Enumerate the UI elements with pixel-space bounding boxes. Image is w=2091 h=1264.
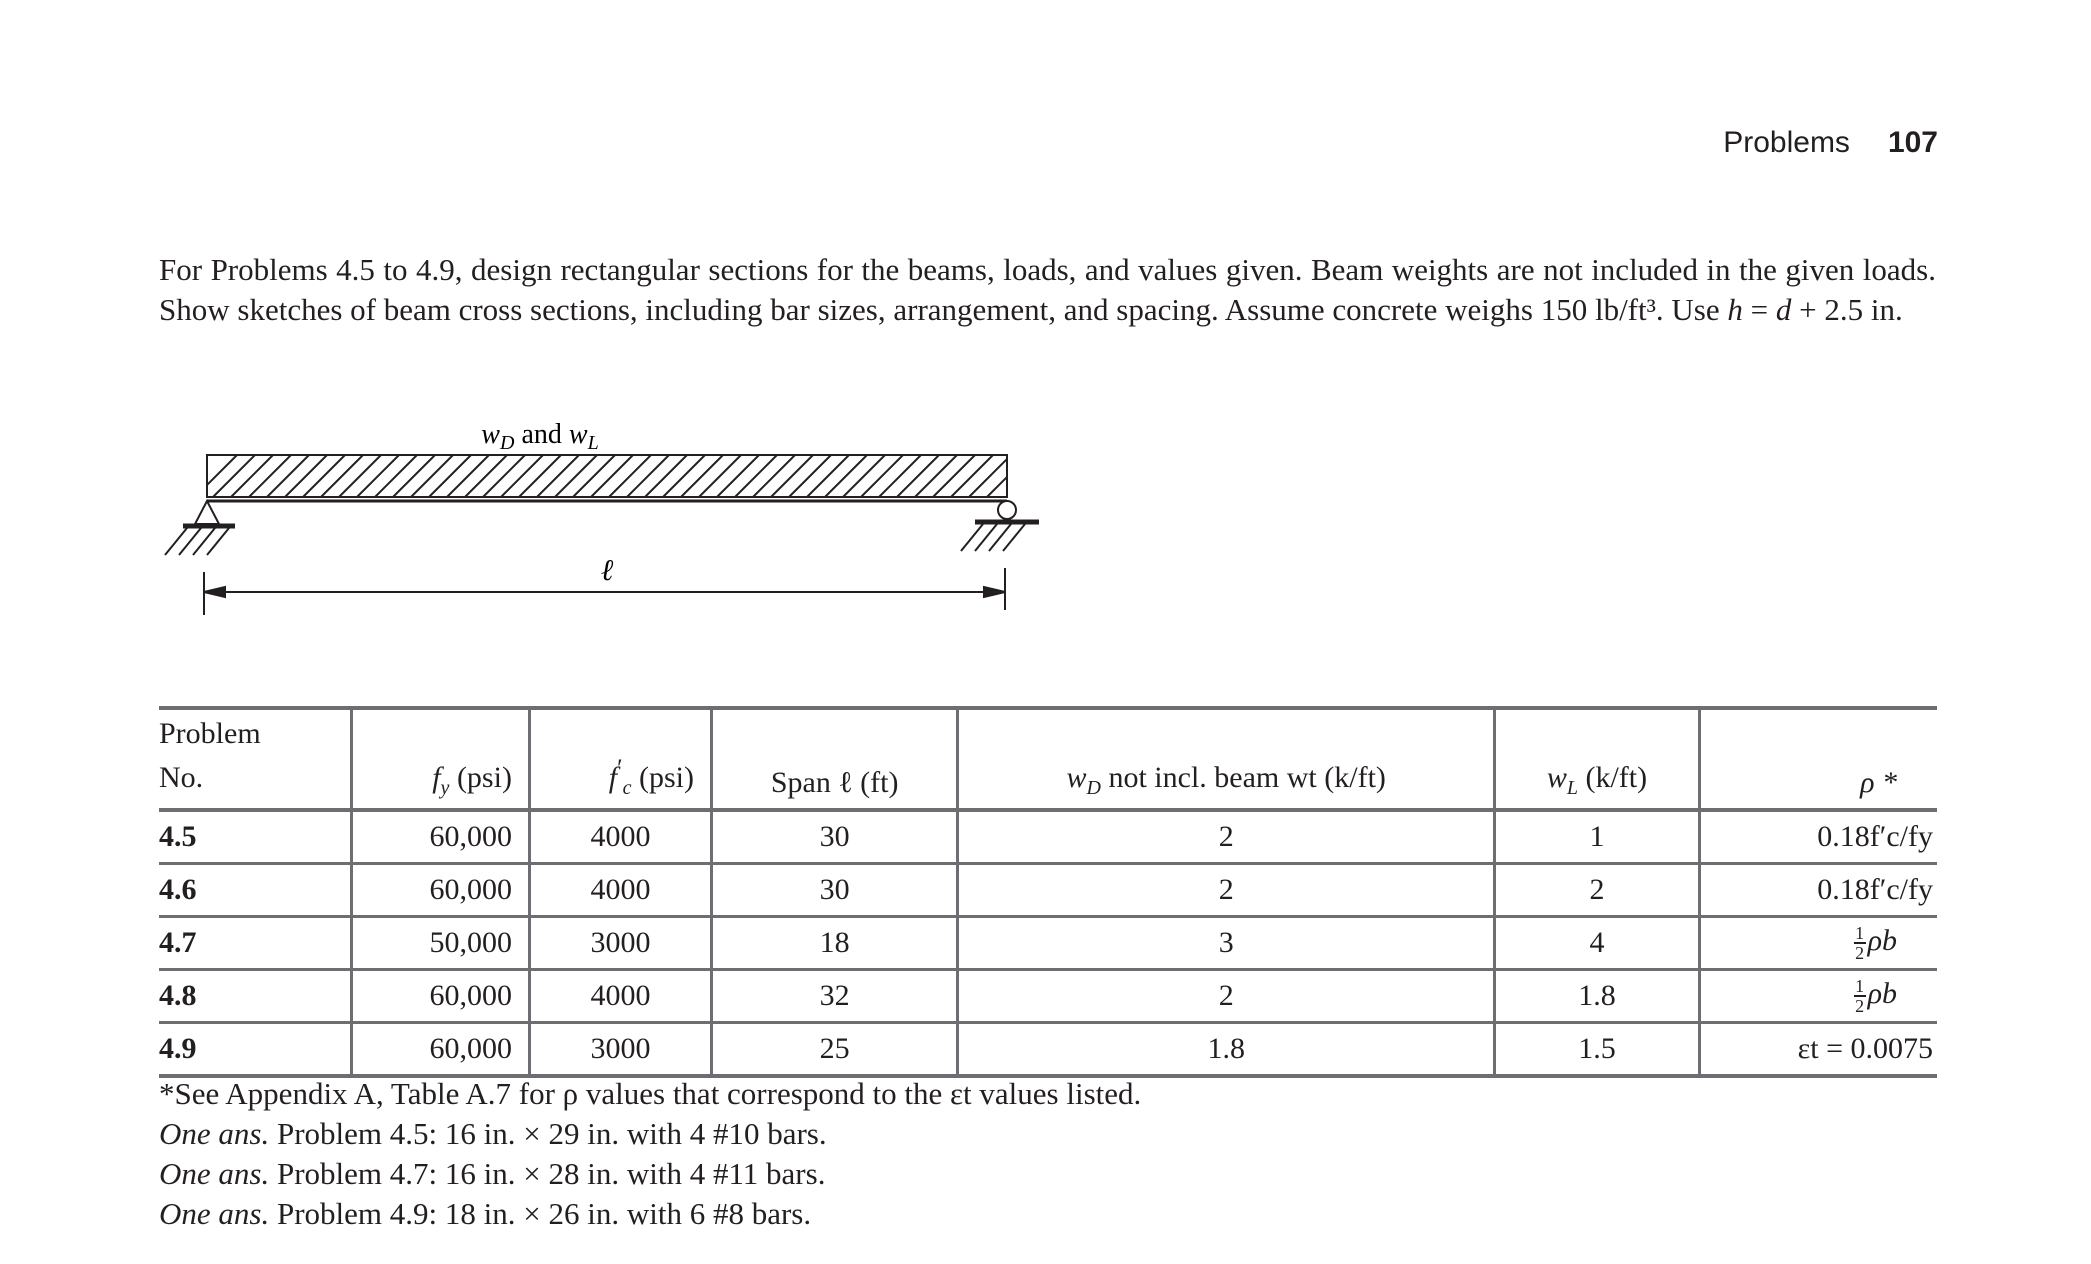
table-row (159, 1023, 1937, 1077)
cell-wd: 3 (958, 917, 1495, 970)
cell-fy: 50,000 (352, 917, 530, 970)
table-header-row (159, 708, 1937, 810)
header-rho: ρ * (1699, 708, 1937, 810)
answer-4-5: One ans. Problem 4.5: 16 in. × 29 in. with 4 #10 bars. (159, 1116, 827, 1151)
page-header (1723, 126, 1938, 160)
cell-wd: 2 (958, 864, 1495, 917)
roller-support (961, 501, 1039, 551)
intro-tail: + 2.5 in. (1791, 292, 1903, 327)
cell-rho: εt = 0.0075 (1699, 1023, 1937, 1077)
table-row (159, 864, 1937, 917)
beam-diagram (155, 410, 1055, 630)
answer-4-9: One ans. Problem 4.9: 18 in. × 26 in. with 6 #8 bars. (159, 1196, 812, 1231)
fraction-half: $\frac{1}{2}$ (1855, 923, 1865, 964)
table-row (159, 917, 1937, 970)
cell-problem-no: 4.6 (159, 864, 352, 917)
cell-wl: 1.8 (1495, 970, 1700, 1023)
problem-table (159, 706, 1937, 1078)
cell-fc: 3000 (529, 1023, 711, 1077)
table-row (159, 810, 1937, 864)
cell-fy: 60,000 (352, 970, 530, 1023)
header-span: Span ℓ (ft) (711, 708, 957, 810)
page-number: 107 (1887, 126, 1938, 159)
cell-span: 18 (711, 917, 957, 970)
header-fy: $f_y$ (psi) (352, 708, 530, 810)
cell-problem-no: 4.8 (159, 970, 352, 1023)
cell-wd: 1.8 (958, 1023, 1495, 1077)
cell-wd: 2 (958, 810, 1495, 864)
header-fc: $f'_c$ (psi) (529, 708, 711, 810)
cell-wd: 2 (958, 970, 1495, 1023)
cell-fc: 4000 (529, 810, 711, 864)
cell-fy: 60,000 (352, 1023, 530, 1077)
cell-span: 30 (711, 864, 957, 917)
cell-span: 32 (711, 970, 957, 1023)
cell-fc: 4000 (529, 864, 711, 917)
cell-wl: 2 (1495, 864, 1700, 917)
header-wl: $w_L$ (k/ft) (1495, 708, 1700, 810)
cell-wl: 1 (1495, 810, 1700, 864)
cell-problem-no: 4.5 (159, 810, 352, 864)
span-label: ℓ (600, 554, 614, 587)
table-row (159, 970, 1937, 1023)
cell-rho: $\frac{1}{2}$ ρb (1699, 970, 1937, 1023)
header-wd: $w_D$ not incl. beam wt (k/ft) (958, 708, 1495, 810)
cell-wl: 4 (1495, 917, 1700, 970)
cell-problem-no: 4.9 (159, 1023, 352, 1077)
header-problem-no: Problem No. (159, 708, 352, 810)
section-title: Problems (1723, 126, 1850, 159)
footnote: *See Appendix A, Table A.7 for ρ values that correspond to the εt values listed. (159, 1076, 1142, 1111)
pin-support (165, 501, 235, 555)
problem-intro (159, 250, 1936, 330)
var-h: h (1727, 292, 1743, 327)
load-hatching (195, 455, 1029, 497)
intro-equals: = (1742, 292, 1776, 327)
cell-rho: $\frac{1}{2}$ ρb (1699, 917, 1937, 970)
intro-text: For Problems 4.5 to 4.9, design rectangular sections for the beams, loads, and values given. Beam weights are not included in the given loads. Show sketches of beam cross sections, including bar sizes, arrangement, and spacing. Assume concrete weighs 150 lb/ft³. Use (159, 252, 1936, 327)
cell-fc: 4000 (529, 970, 711, 1023)
notes (159, 1074, 1141, 1234)
cell-fy: 60,000 (352, 810, 530, 864)
fraction-half: $\frac{1}{2}$ (1855, 976, 1865, 1017)
answer-4-7: One ans. Problem 4.7: 16 in. × 28 in. with 4 #11 bars. (159, 1156, 826, 1191)
cell-fc: 3000 (529, 917, 711, 970)
cell-wl: 1.5 (1495, 1023, 1700, 1077)
var-d: d (1775, 292, 1792, 327)
load-label: $w_D$ and $w_L$ (481, 419, 599, 454)
cell-rho: 0.18f′c/fy (1699, 864, 1937, 917)
cell-problem-no: 4.7 (159, 917, 352, 970)
cell-span: 25 (711, 1023, 957, 1077)
cell-fy: 60,000 (352, 864, 530, 917)
cell-rho: 0.18f′c/fy (1699, 810, 1937, 864)
cell-span: 30 (711, 810, 957, 864)
